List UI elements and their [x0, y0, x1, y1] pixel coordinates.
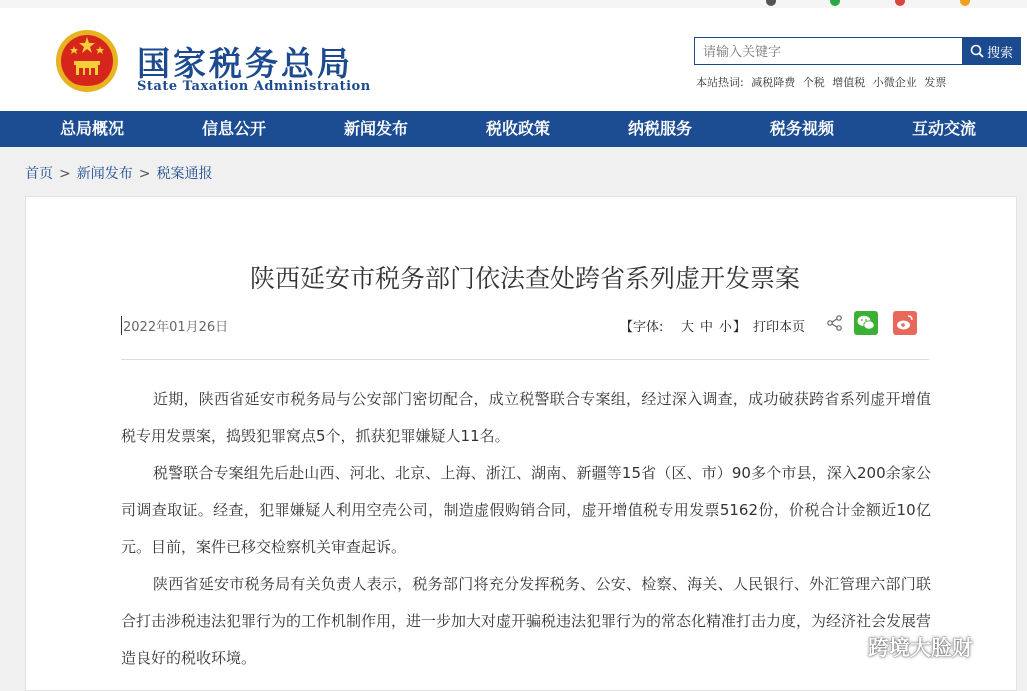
- nav-item-interaction[interactable]: 互动交流: [912, 119, 977, 138]
- breadcrumb-tax-case-report[interactable]: 税案通报: [156, 166, 213, 182]
- top-utility-bar: [0, 0, 1027, 8]
- main-nav: [0, 111, 1027, 147]
- watermark: [826, 632, 973, 662]
- nav-item-overview[interactable]: 总局概况: [60, 119, 125, 138]
- font-size-medium-button[interactable]: 中: [700, 320, 714, 335]
- share-icon[interactable]: [826, 314, 844, 332]
- nav-item-tax-video[interactable]: 税务视频: [770, 119, 835, 138]
- utility-dot-icon[interactable]: [895, 0, 905, 6]
- search-icon: [970, 44, 984, 58]
- article-paragraph: 税警联合专案组先后赴山西、河北、北京、上海、浙江、湖南、新疆等15省（区、市）90多个市县，深入200余家公司调查取证。经查，犯罪嫌疑人利用空壳公司，制造虚假购销合同，虚开增值税专用发票5162份，价税合计金额近10亿元。目前，案件已移交检察机关审查起诉。: [121, 464, 931, 556]
- breadcrumb-news-release[interactable]: 新闻发布: [76, 166, 133, 182]
- print-button[interactable]: 打印本页: [753, 320, 806, 335]
- search-input[interactable]: [694, 37, 962, 65]
- utility-dot-icon[interactable]: [960, 0, 970, 6]
- site-header: [0, 8, 1027, 111]
- watermark-logo-icon: [826, 633, 860, 661]
- nav-item-tax-policy[interactable]: 税收政策: [486, 119, 551, 138]
- font-size-close-bracket: 】: [733, 320, 747, 335]
- utility-dot-icon[interactable]: [830, 0, 840, 6]
- watermark-text: 跨境大脸财: [868, 636, 973, 660]
- site-title[interactable]: 国家税务总局: [137, 44, 353, 83]
- site-subtitle[interactable]: State Taxation Administration: [137, 79, 371, 94]
- hot-words: [696, 74, 950, 90]
- search-button-label: 搜索: [986, 45, 1013, 61]
- hot-word-link[interactable]: 发票: [924, 76, 947, 89]
- article-paragraph: 近期，陕西省延安市税务局与公安部门密切配合，成立税警联合专案组，经过深入调查，成功破获跨省系列虚开增值税专用发票案，捣毁犯罪窝点5个，抓获犯罪嫌疑人11名。: [121, 390, 931, 445]
- weibo-icon[interactable]: [893, 311, 917, 335]
- breadcrumb: 首页 > 新闻发布 > 税案通报: [25, 166, 213, 182]
- hot-word-link[interactable]: 减税降费: [751, 76, 796, 89]
- nav-item-info-disclosure[interactable]: 信息公开: [202, 119, 267, 138]
- article-title: 陕西延安市税务部门依法查处跨省系列虚开发票案: [249, 264, 800, 293]
- nav-item-news-release[interactable]: 新闻发布: [344, 119, 409, 138]
- breadcrumb-home[interactable]: 首页: [25, 166, 53, 182]
- font-size-small-button[interactable]: 小: [719, 320, 733, 335]
- utility-dot-icon[interactable]: [766, 0, 776, 6]
- hot-word-link[interactable]: 小微企业: [872, 76, 917, 89]
- hot-word-link[interactable]: 增值税: [832, 76, 866, 89]
- font-size-label: 【字体:: [620, 320, 664, 335]
- wechat-icon[interactable]: [854, 311, 878, 335]
- article-paragraph: 陕西省延安市税务局有关负责人表示，税务部门将充分发挥税务、公安、检察、海关、人民银行、外汇管理六部门联合打击涉税违法犯罪行为的工作机制作用，进一步加大对虚开骗税违法犯罪行为的常态化精准打击力度，为经济社会发展营造良好的税收环境。: [121, 575, 932, 667]
- hot-word-link[interactable]: 个税: [802, 76, 825, 89]
- hot-words-label: 本站热词:: [696, 76, 744, 89]
- national-emblem-icon[interactable]: [54, 28, 120, 94]
- nav-item-tax-service[interactable]: 纳税服务: [628, 119, 693, 138]
- article-date: 2022年01月26日: [121, 316, 228, 335]
- search-button[interactable]: [962, 37, 1021, 65]
- title-divider: [121, 359, 929, 360]
- font-size-large-button[interactable]: 大: [681, 320, 695, 335]
